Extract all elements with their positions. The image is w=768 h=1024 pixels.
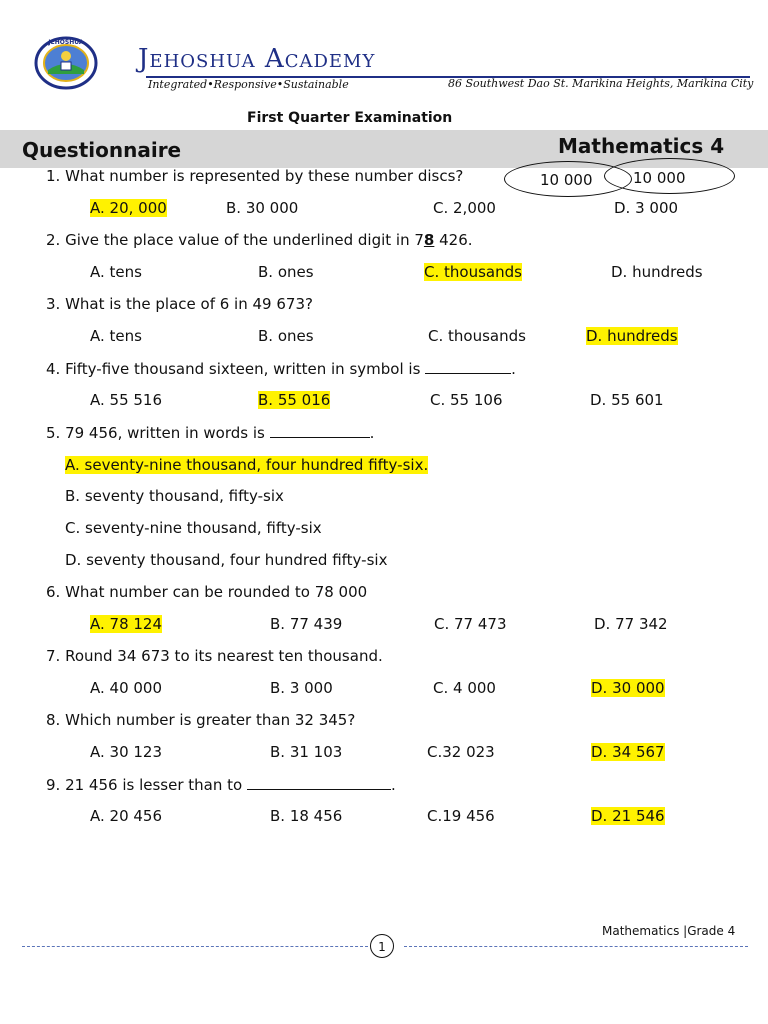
question-5-text: 5. 79 456, written in words is	[46, 424, 265, 442]
answer-highlight: D. 30 000	[591, 679, 665, 697]
school-name: Jehoshua Academy	[138, 44, 376, 74]
option-9a: A. 20 456	[90, 807, 163, 825]
school-logo	[34, 36, 98, 90]
option-7d	[591, 679, 665, 697]
option-4a: A. 55 516	[90, 391, 163, 409]
option-2a: A. tens	[90, 263, 142, 281]
question-9-text: 9. 21 456 is lesser than to	[46, 776, 243, 794]
option-9d	[591, 807, 665, 825]
option-1b: B. 30 000	[226, 199, 299, 217]
answer-blank	[247, 775, 391, 790]
option-5a	[65, 456, 428, 474]
underlined-digit: 8	[423, 231, 435, 249]
answer-highlight: A. 78 124	[90, 615, 163, 633]
section-title: Questionnaire	[22, 138, 182, 162]
question-5	[46, 423, 374, 442]
option-3c: C. thousands	[428, 327, 526, 345]
answer-highlight: B. 55 016	[258, 391, 331, 409]
logo-text: JEHOSHUA	[48, 39, 84, 46]
question-6: 6. What number can be rounded to 78 000	[46, 583, 368, 601]
question-4	[46, 359, 516, 378]
answer-highlight: A. 20, 000	[90, 199, 167, 217]
option-7a: A. 40 000	[90, 679, 163, 697]
footer-divider	[404, 946, 748, 947]
option-3a: A. tens	[90, 327, 142, 345]
option-1a	[90, 199, 167, 217]
answer-blank	[425, 359, 511, 374]
option-9c: C.19 456	[427, 807, 495, 825]
footer-label: Mathematics |Grade 4	[602, 924, 736, 938]
subject-title: Mathematics 4	[558, 134, 725, 158]
exam-title: First Quarter Examination	[247, 110, 453, 126]
option-8c: C.32 023	[427, 743, 495, 761]
option-4b	[258, 391, 330, 409]
option-2d: D. hundreds	[611, 263, 703, 281]
option-3b: B. ones	[258, 327, 314, 345]
option-1c: C. 2,000	[433, 199, 496, 217]
number-disc-label: 10 000	[540, 171, 593, 189]
question-1: 1. What number is represented by these number discs?	[46, 167, 464, 185]
question-5-text-end: .	[369, 424, 375, 442]
option-6b: B. 77 439	[270, 615, 343, 633]
footer-divider	[22, 946, 368, 947]
option-4d: D. 55 601	[590, 391, 664, 409]
number-disc-label: 10 000	[633, 169, 686, 187]
option-2c	[424, 263, 522, 281]
option-7c: C. 4 000	[433, 679, 496, 697]
question-8: 8. Which number is greater than 32 345?	[46, 711, 356, 729]
question-9	[46, 775, 396, 794]
option-8b: B. 31 103	[270, 743, 343, 761]
option-5d: D. seventy thousand, four hundred fifty-six	[65, 551, 388, 569]
answer-highlight: A. seventy-nine thousand, four hundred fifty-six.	[65, 456, 429, 474]
question-7: 7. Round 34 673 to its nearest ten thousand.	[46, 647, 383, 665]
option-6a	[90, 615, 162, 633]
school-address: 86 Southwest Dao St. Marikina Heights, Marikina City	[448, 77, 754, 90]
option-6d: D. 77 342	[594, 615, 668, 633]
option-9b: B. 18 456	[270, 807, 343, 825]
question-2-text: 2. Give the place value of the underlined digit in 7	[46, 231, 424, 249]
answer-highlight: D. hundreds	[586, 327, 678, 345]
answer-highlight: D. 34 567	[591, 743, 665, 761]
option-1d: D. 3 000	[614, 199, 679, 217]
question-4-text: 4. Fifty-five thousand sixteen, written in symbol is	[46, 360, 421, 378]
option-8a: A. 30 123	[90, 743, 163, 761]
option-7b: B. 3 000	[270, 679, 333, 697]
question-3: 3. What is the place of 6 in 49 673?	[46, 295, 313, 313]
question-2	[46, 231, 473, 249]
question-9-text-end: .	[390, 776, 396, 794]
page-number: 1	[370, 934, 394, 958]
option-5b: B. seventy thousand, fifty-six	[65, 487, 284, 505]
question-4-text-end: .	[511, 360, 516, 378]
option-6c: C. 77 473	[434, 615, 507, 633]
question-2-text-end: 426.	[434, 231, 473, 249]
answer-highlight: C. thousands	[424, 263, 522, 281]
option-2b: B. ones	[258, 263, 314, 281]
option-3d	[586, 327, 678, 345]
answer-highlight: D. 21 546	[591, 807, 665, 825]
option-5c: C. seventy-nine thousand, fifty-six	[65, 519, 322, 537]
answer-blank	[270, 423, 370, 438]
option-8d	[591, 743, 665, 761]
option-4c: C. 55 106	[430, 391, 503, 409]
school-tagline: Integrated•Responsive•Sustainable	[148, 78, 349, 91]
